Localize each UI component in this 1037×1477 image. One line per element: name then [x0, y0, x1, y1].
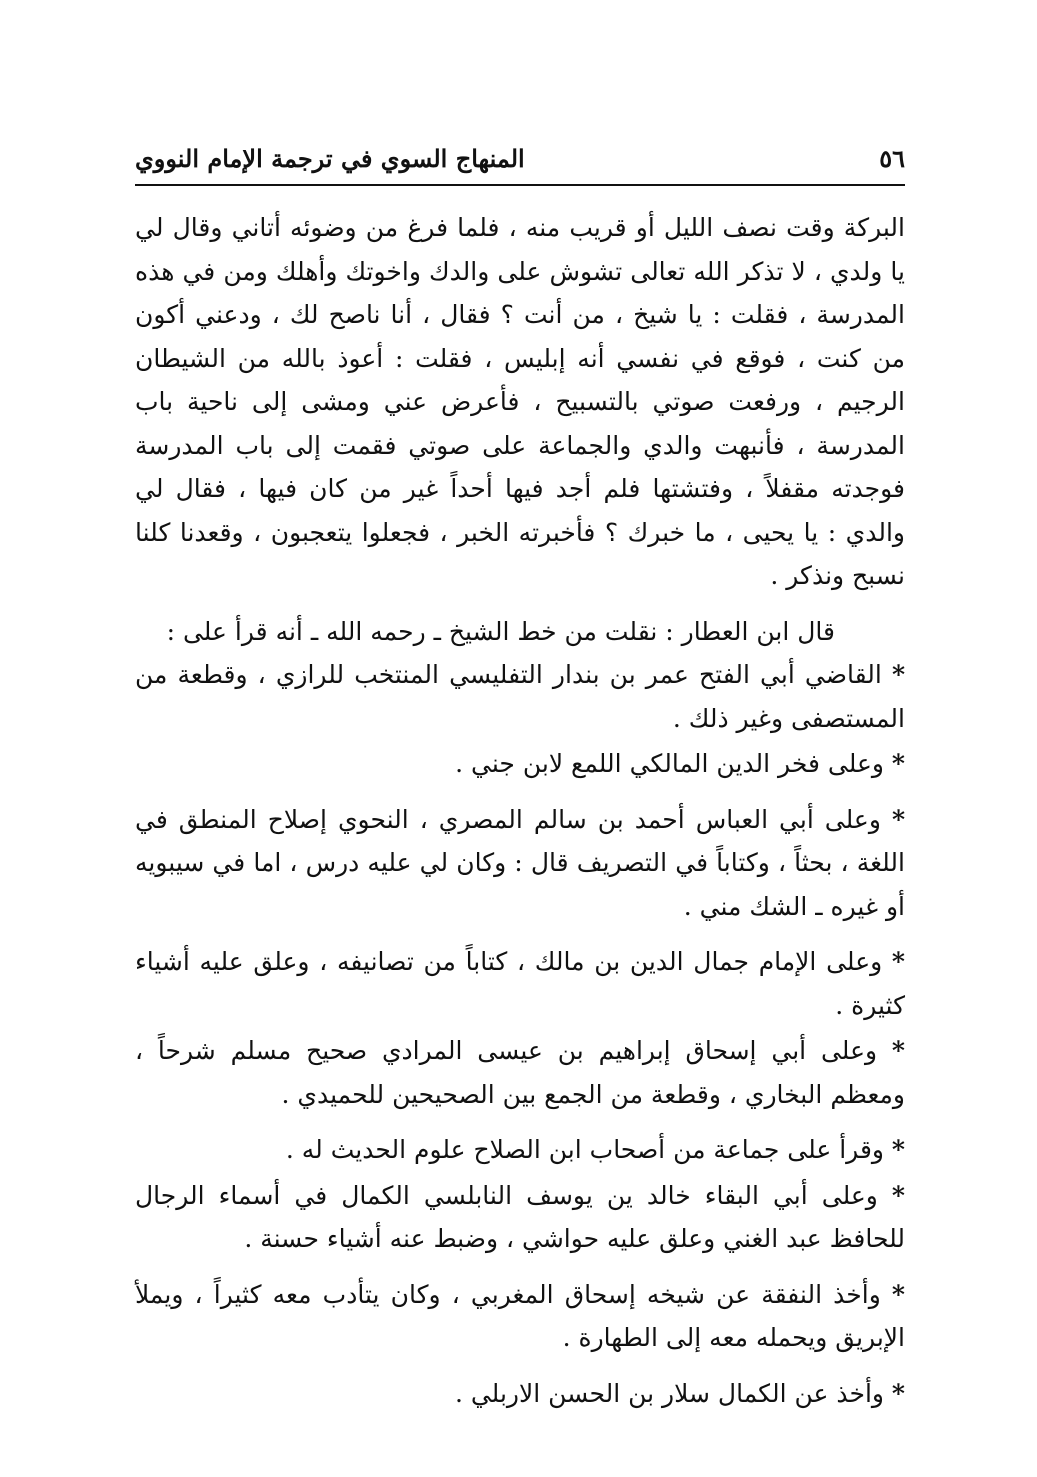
list-item: [135, 1273, 905, 1360]
entry-text: وعلى أبي العباس أحمد بن سالم المصري ، النحوي إصلاح المنطق في اللغة ، بحثاً ، وكتاباً في التصريف قال : وكان لي عليه درس ، اما في سيبويه أو غيره ـ الشك مني .: [135, 804, 905, 921]
entry-text: وعلى أبي إسحاق إبراهيم بن عيسى المرادي صحيح مسلم شرحاً ، ومعظم البخاري ، وقطعة من الجمع بين الصحيحين للحميدي .: [135, 1036, 905, 1109]
entry-text: وأخذ النفقة عن شيخه إسحاق المغربي ، وكان يتأدب معه كثيراً ، ويملأ الإبريق ويحمله معه إلى الطهارة .: [135, 1279, 905, 1352]
bullet-marker: *: [891, 947, 905, 976]
entry-text: وعلى أبي البقاء خالد ين يوسف النابلسي الكمال في أسماء الرجال للحافظ عبد الغني وعلق عليه حواشي ، وضبط عنه أشياء حسنة .: [135, 1180, 905, 1253]
entry-text: القاضي أبي الفتح عمر بن بندار التفليسي المنتخب للرازي ، وقطعة من المستصفى وغير ذلك .: [135, 660, 905, 733]
bullet-marker: *: [891, 749, 905, 778]
entry-text: وعلى الإمام جمال الدين بن مالك ، كتاباً من تصانيفه ، وعلق عليه أشياء كثيرة .: [135, 947, 905, 1020]
page-body: [135, 206, 905, 1427]
quote-intro: قال ابن العطار : نقلت من خط الشيخ ـ رحمه الله ـ أنه قرأ على :: [166, 616, 835, 646]
list-item: [135, 940, 905, 1027]
list-item: [135, 1128, 905, 1172]
bullet-marker: *: [891, 1135, 905, 1164]
bullet-marker: *: [891, 1378, 905, 1408]
bullet-marker: *: [891, 660, 906, 689]
list-item: [135, 742, 905, 786]
list-item: [135, 1372, 905, 1416]
running-title: المنهاج السوي في ترجمة الإمام النووي: [135, 143, 525, 173]
list-item: [135, 1174, 905, 1261]
bullet-marker: *: [891, 804, 906, 834]
list-item: [135, 1029, 905, 1116]
entry-text: وأخذ عن الكمال سلار بن الحسن الاربلي .: [454, 1378, 884, 1408]
bullet-marker: *: [891, 1279, 905, 1309]
header-rule: [135, 184, 905, 186]
bullet-marker: *: [891, 1036, 905, 1065]
opening-paragraph: البركة وقت نصف الليل أو قريب منه ، فلما فرغ من وضوئه أتاني وقال لي يا ولدي ، لا تذكر الله تعالى تشوش على والدك واخوتك وأهلك ومن في هذه المدرسة ، فقلت : يا شيخ ، من أنت ؟ فقال ، أنا ناصح لك ، ودعني أكون من كنت ، فوقع في نفسي أنه إبليس ، فقلت : أعوذ بالله من الشيطان الرجيم ، ورفعت صوتي بالتسبيح ، فأعرض عني ومشى إلى ناحية باب المدرسة ، فأنبهت والدي والجماعة على صوتي فقمت إلى باب المدرسة فوجدته مقفلاً ، وفتشتها فلم أجد فيها أحداً غير من كان فيها ، فقال لي والدي : يا يحيى ، ما خبرك ؟ فأخبرته الخبر ، فجعلوا يتعجبون ، وقعدنا كلنا نسبح ونذكر .: [135, 213, 905, 590]
entry-text: وعلى فخر الدين المالكي اللمع لابن جني .: [455, 749, 884, 778]
entry-text: وقرأ على جماعة من أصحاب ابن الصلاح علوم الحديث له .: [285, 1135, 884, 1164]
page-number: ٥٦: [879, 143, 905, 173]
list-item: [135, 653, 905, 740]
list-item: [135, 798, 905, 929]
bullet-marker: *: [891, 1180, 905, 1210]
running-head: [135, 138, 905, 178]
